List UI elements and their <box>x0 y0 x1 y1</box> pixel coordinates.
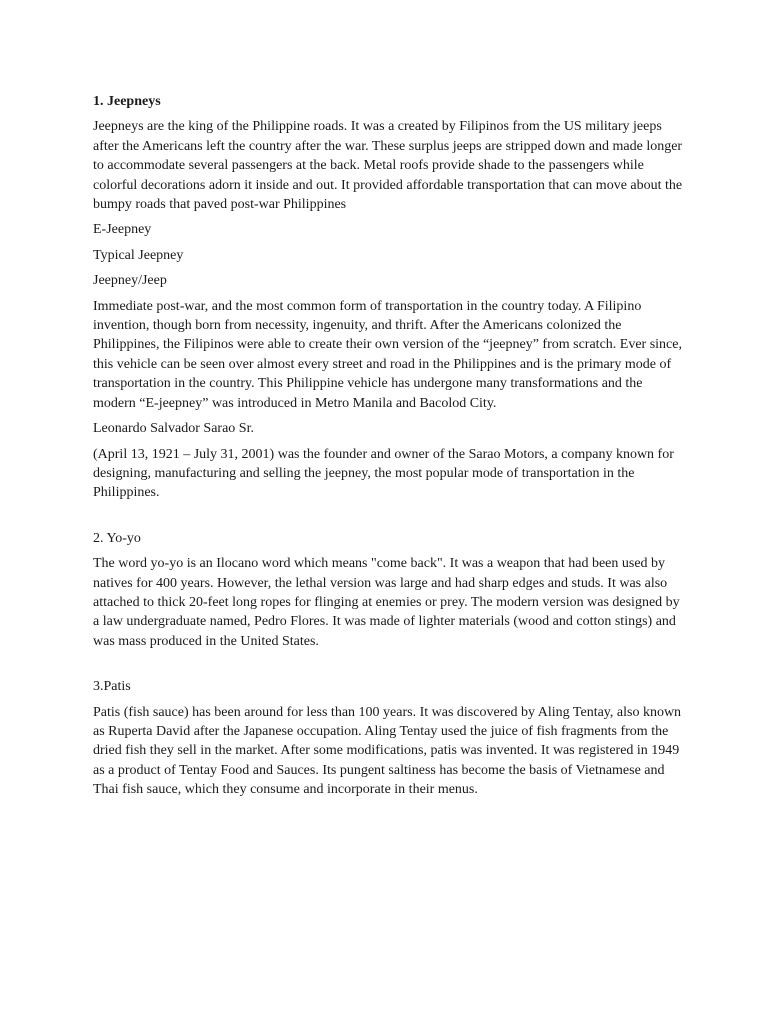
section-heading-yoyo: 2. Yo-yo <box>93 530 141 546</box>
paragraph-jeepney-history: Immediate post-war, and the most common form of transportation in the country today. A Filipino invention, though born from necessity, ingenuity, and thrift. After the Americans colonized the Philippines, the Filipinos were able to create their own version of the “jeepney” from scratch. Ever since, this vehicle can be seen over almost every street and road in the Philippines and is the primary mode of transportation in the country. This Philippine vehicle has undergone many transformations and the modern “E-jeepney” was introduced in Metro Manila and Bacolod City. <box>93 298 682 411</box>
section-heading-jeepneys: 1. Jeepneys <box>93 94 161 109</box>
paragraph-yoyo: The word yo-yo is an Ilocano word which means "come back". It was a weapon that had been used by natives for 400 years. However, the lethal version was large and had sharp edges and studs. It was also attached to thick 20-feet long ropes for flinging at enemies or prey. The modern version was designed by a law undergraduate named, Pedro Flores. It was made of lighter materials (wood and cotton stings) and was mass produced in the United States. <box>93 556 680 649</box>
paragraph-founder-bio: (April 13, 1921 – July 31, 2001) was the founder and owner of the Sarao Motors, a company known for designing, manufacturing and selling the jeepney, the most popular mode of transportation in the Philippines. <box>93 446 674 501</box>
section-heading-patis: 3.Patis <box>93 679 131 695</box>
line-jeepney-jeep: Jeepney/Jeep <box>93 273 167 289</box>
line-e-jeepney: E-Jeepney <box>93 222 152 238</box>
paragraph-jeepneys-intro: Jeepneys are the king of the Philippine roads. It was a created by Filipinos from the US military jeeps after the Americans left the country after the war. These surplus jeeps are stripped down and made longer to accommodate several passengers at the back. Metal roofs provide shade to the passengers while colorful decorations adorn it inside and out. It provided affordable transportation that can move about the bumpy roads that paved post-war Philippines <box>93 119 683 213</box>
paragraph-patis: Patis (fish sauce) has been around for less than 100 years. It was discovered by Aling Tentay, also known as Ruperta David after the Japanese occupation. Aling Tentay used the juice of fish fragments from the dried fish they sell in the market. After some modifications, patis was invented. It was registered in 1949 as a product of Tentay Food and Sauces. Its pungent saltiness has become the basis of Vietnamese and Thai fish sauce, which they consume and incorporate in their menus. <box>93 704 682 798</box>
document-body <box>93 92 683 806</box>
line-typical-jeepney: Typical Jeepney <box>93 247 184 263</box>
line-founder-name: Leonardo Salvador Sarao Sr. <box>93 421 254 437</box>
